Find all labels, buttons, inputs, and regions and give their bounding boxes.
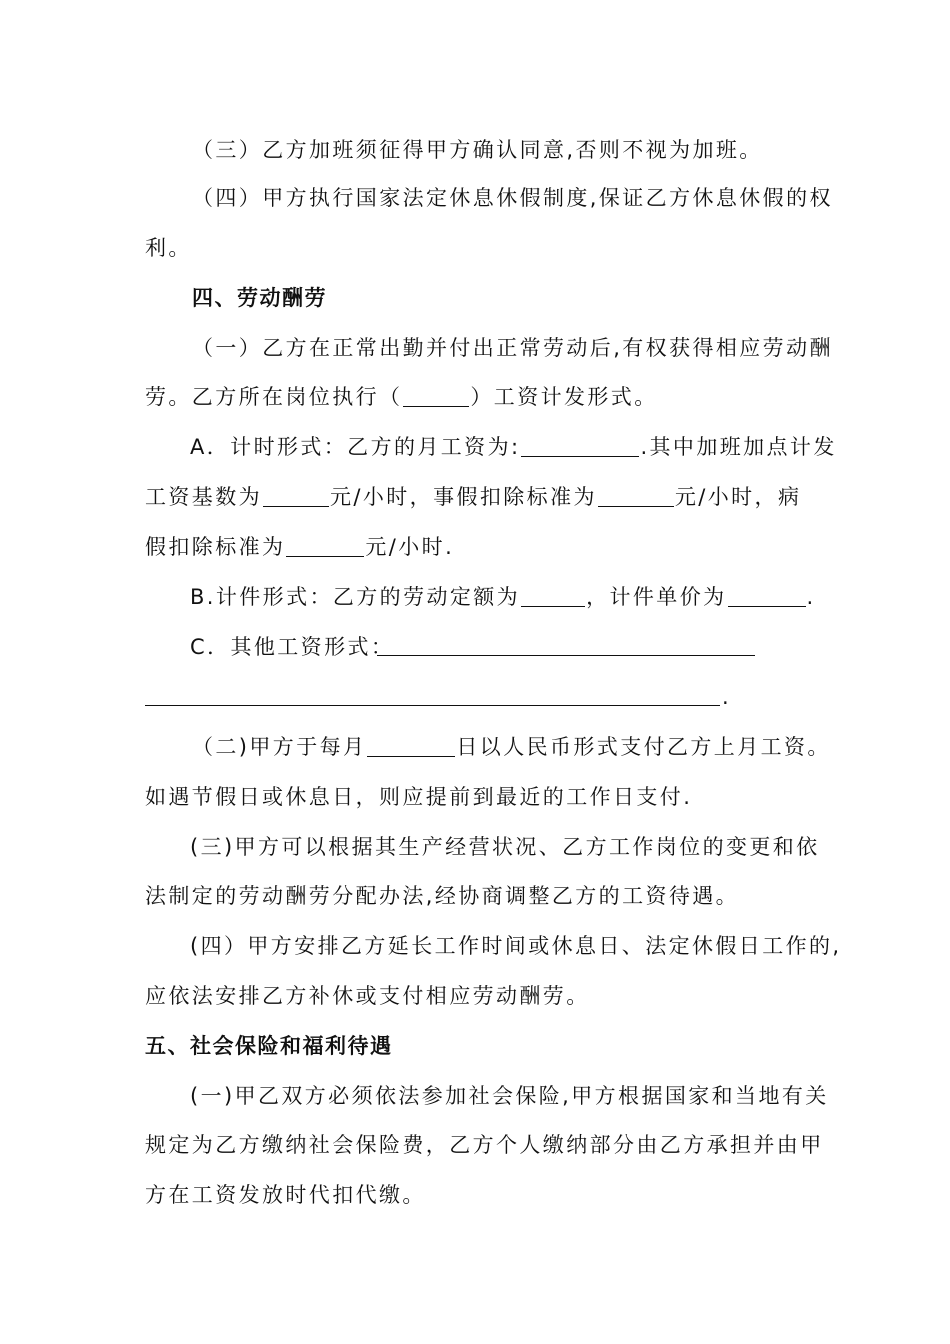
unit-price-blank[interactable] <box>728 584 806 607</box>
pay-day-text: 日以人民币形式支付乙方上月工资。 <box>456 735 831 759</box>
sick-leave-blank[interactable] <box>286 534 364 557</box>
piece-end-period: . <box>806 585 816 609</box>
other-form-label: C．其他工资形式： <box>190 635 395 659</box>
base-rate-blank[interactable] <box>263 484 329 507</box>
section-4-p2-line1 <box>192 733 831 761</box>
base-rate-label: 工资基数为 <box>145 485 262 509</box>
monthly-wage-blank[interactable] <box>521 434 639 457</box>
section-4-p3-line1: (三)甲方可以根据其生产经营状况、乙方工作岗位的变更和依 <box>190 835 820 859</box>
other-form-blank-1[interactable] <box>377 655 755 656</box>
section-4-p1-line1: （一）乙方在正常出勤并付出正常劳动后,有权获得相应劳动酬 <box>192 336 833 360</box>
section-4-heading: 四、劳动酬劳 <box>192 286 327 310</box>
section-4-p4-line2: 应依法安排乙方补休或支付相应劳动酬劳。 <box>145 984 590 1008</box>
clause-3-4-line1: （四）甲方执行国家法定休息休假制度,保证乙方休息休假的权 <box>192 186 833 210</box>
sick-leave-label-start: 元/小时，病 <box>674 485 802 509</box>
clause-3-4-line2: 利。 <box>145 236 192 260</box>
other-form-end-period: . <box>722 685 732 709</box>
hourly-form-line2 <box>145 483 801 511</box>
personal-leave-label: 元/小时，事假扣除标准为 <box>330 485 597 509</box>
p1-text-after-blank: ）工资计发形式。 <box>470 385 658 409</box>
pay-day-label: （二)甲方于每月 <box>192 735 367 759</box>
section-5-p1-line1: (一)甲乙双方必须依法参加社会保险,甲方根据国家和当地有关 <box>190 1084 829 1108</box>
sick-leave-unit: 元/小时. <box>365 535 455 559</box>
hourly-form-line1 <box>190 433 837 461</box>
clause-3-3: （三）乙方加班须征得甲方确认同意,否则不视为加班。 <box>192 138 763 162</box>
personal-leave-blank[interactable] <box>598 484 674 507</box>
piece-quota-blank[interactable] <box>521 584 585 607</box>
section-4-p1-line2 <box>145 383 658 411</box>
section-5-p1-line3: 方在工资发放时代扣代缴。 <box>145 1183 426 1207</box>
sick-leave-label: 假扣除标准为 <box>145 535 286 559</box>
hourly-form-line3 <box>145 533 454 561</box>
section-5-heading: 五、社会保险和福利待遇 <box>145 1034 393 1058</box>
section-4-p3-line2: 法制定的劳动酬劳分配办法,经协商调整乙方的工资待遇。 <box>145 884 740 908</box>
section-4-p2-line2: 如遇节假日或休息日，则应提前到最近的工作日支付. <box>145 785 693 809</box>
piece-form-line <box>190 583 816 611</box>
hourly-form-label: A．计时形式：乙方的月工资为: <box>190 435 521 459</box>
section-5-p1-line2: 规定为乙方缴纳社会保险费，乙方个人缴纳部分由乙方承担并由甲 <box>145 1133 824 1157</box>
wage-form-blank[interactable] <box>403 384 469 407</box>
section-4-p4-line1: (四）甲方安排乙方延长工作时间或休息日、法定休假日工作的, <box>190 934 842 958</box>
p1-text-before-blank: 劳。乙方所在岗位执行（ <box>145 385 403 409</box>
piece-quota-label: B.计件形式：乙方的劳动定额为 <box>190 585 521 609</box>
overtime-text: .其中加班加点计发 <box>640 435 837 459</box>
unit-price-label: ，计件单价为 <box>586 585 727 609</box>
pay-day-blank[interactable] <box>367 734 455 757</box>
other-form-blank-2[interactable] <box>145 705 720 706</box>
